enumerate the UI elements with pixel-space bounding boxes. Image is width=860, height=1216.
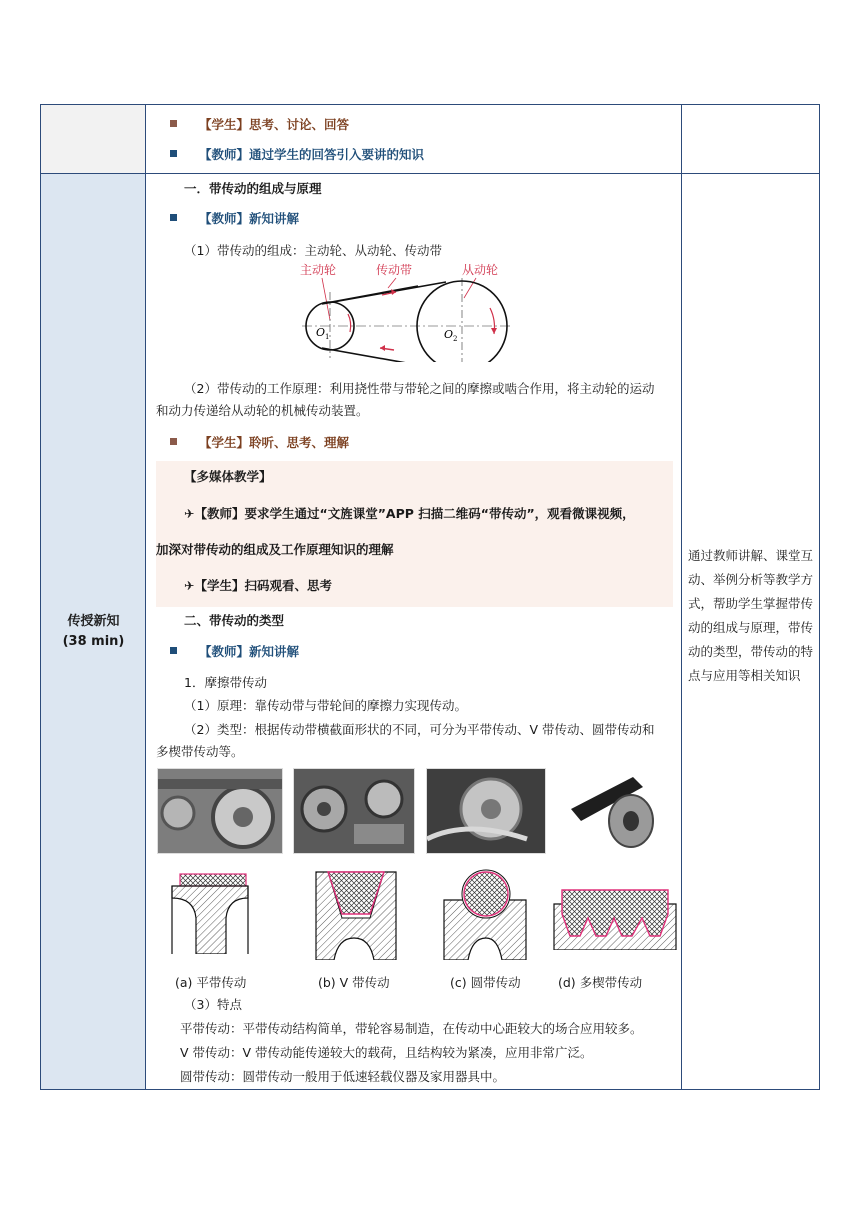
- principle-line2: 和动力传递给从动轮的机械传动装置。: [156, 403, 369, 418]
- friction-title: 1．摩擦带传动: [184, 675, 267, 690]
- section-v-belt: [314, 868, 398, 960]
- multimedia-teacher-line2: 加深对带传动的组成及工作原理知识的理解: [156, 542, 394, 557]
- row1-teacher: 【教师】通过学生的回答引入要讲的知识: [170, 146, 424, 164]
- section2-heading: 二、带传动的类型: [184, 613, 285, 628]
- photo-round-belt: [426, 768, 546, 854]
- left-label: [42, 612, 145, 652]
- left-label-title: 传授新知: [67, 614, 120, 629]
- friction-principle: （1）原理：靠传动带与带轮间的摩擦力实现传动。: [184, 698, 467, 713]
- feature-v: V 带传动：V 带传动能传递较大的载荷，且结构较为紧凑，应用非常广泛。: [180, 1045, 593, 1060]
- label-belt: 传动带: [376, 263, 413, 277]
- bullet-square-icon: [170, 120, 177, 127]
- photo-multi-v-belt: [562, 768, 664, 854]
- types-line2: 多楔带传动等。: [156, 744, 244, 759]
- section-multi-v-belt: [552, 884, 678, 950]
- left-label-time: (38 min): [62, 634, 125, 649]
- photo-v-belt: [293, 768, 415, 854]
- multimedia-student: ✈【学生】扫码观看、思考: [184, 578, 332, 593]
- section-round-belt: [442, 860, 528, 960]
- row-divider: [41, 173, 819, 174]
- col-divider-1: [145, 105, 146, 1089]
- caption-flat: (a) 平带传动: [175, 975, 247, 990]
- photo-flat-belt: [157, 768, 283, 854]
- features-title: （3）特点: [184, 997, 242, 1012]
- section1-student: 【学生】聆听、思考、理解: [170, 434, 349, 452]
- composition-text: （1）带传动的组成：主动轮、从动轮、传动带: [184, 243, 442, 258]
- section1-teacher: 【教师】新知讲解: [170, 210, 299, 228]
- label-driver: 主动轮: [300, 263, 337, 277]
- bullet-square-icon: [170, 438, 177, 445]
- multimedia-title: 【多媒体教学】: [184, 469, 272, 484]
- label-o1-sub: 1: [325, 333, 330, 341]
- feature-round: 圆带传动：圆带传动一般用于低速轻载仪器及家用器具中。: [180, 1069, 506, 1084]
- bullet-square-icon: [170, 647, 177, 654]
- bullet-square-icon: [170, 214, 177, 221]
- types-line1: （2）类型：根据传动带横截面形状的不同，可分为平带传动、V 带传动、圆带传动和: [184, 722, 655, 737]
- belt-drive-diagram: [296, 262, 516, 362]
- label-driven: 从动轮: [462, 263, 499, 277]
- feature-flat: 平带传动：平带传动结构简单，带轮容易制造，在传动中心距较大的场合应用较多。: [180, 1021, 643, 1036]
- col-divider-2: [681, 105, 682, 1089]
- label-o2-sub: 2: [453, 335, 458, 343]
- caption-round: (c) 圆带传动: [450, 975, 521, 990]
- label-o1: O: [316, 326, 326, 339]
- row1-student: 【学生】思考、讨论、回答: [170, 116, 349, 134]
- right-note: 通过教师讲解、课堂互动、举例分析等教学方式，帮助学生掌握带传动的组成与原理，带传动的类型，带传动的特点与应用等相关知识: [688, 548, 814, 683]
- multimedia-teacher-line1: ✈【教师】要求学生通过“文旌课堂”APP 扫描二维码“带传动”，观看微课视频，: [184, 506, 635, 521]
- caption-multi: (d) 多楔带传动: [558, 975, 643, 990]
- caption-v: (b) V 带传动: [318, 975, 390, 990]
- bullet-square-icon: [170, 150, 177, 157]
- label-o2: O: [444, 328, 454, 341]
- principle-line1: （2）带传动的工作原理：利用挠性带与带轮之间的摩擦或啮合作用，将主动轮的运动: [184, 381, 655, 396]
- section-flat-belt: [168, 868, 252, 954]
- section2-teacher: 【教师】新知讲解: [170, 643, 299, 661]
- section1-heading: 一．带传动的组成与原理: [184, 181, 322, 196]
